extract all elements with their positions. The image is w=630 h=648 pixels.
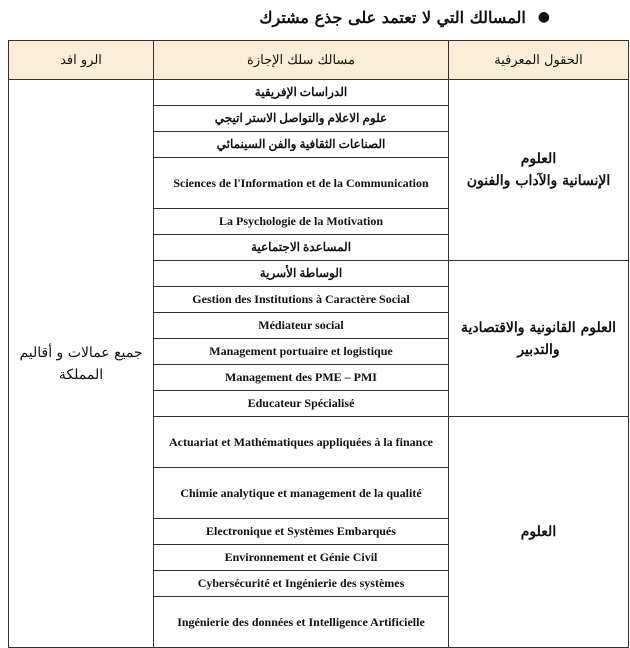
track-item: Chimie analytique et management de la qualité — [154, 468, 448, 519]
field-law-line2: والتدبير — [517, 341, 560, 358]
header-fields: الحقول المعرفية — [449, 41, 629, 80]
track-item: الدراسات الإفريقية — [154, 80, 448, 106]
table-row — [9, 80, 629, 261]
field-law-line1: العلوم القانونية والاقتصادية — [460, 319, 617, 336]
track-item: Sciences de l'Information et de la Communication — [154, 158, 448, 209]
bullet-icon: ● — [537, 9, 550, 25]
track-item: Educateur Spécialisé — [247, 396, 355, 410]
header-regions: الرو افد — [9, 41, 154, 80]
regions-cell: جميع عمالات و أقاليم المملكة — [9, 80, 154, 648]
field-sciences — [449, 417, 629, 648]
track-item: La Psychologie de la Motivation — [154, 209, 448, 235]
track-item: الصناعات الثقافية والفن السينمائي — [154, 132, 448, 158]
track-item: Gestion des Institutions à Caractère Social — [154, 287, 448, 313]
track-item: الوساطة الأسرية — [154, 261, 448, 287]
tracks-table — [8, 40, 629, 648]
track-item: علوم الاعلام والتواصل الاستر اتيجي — [154, 106, 448, 132]
track-item: Environnement et Génie Civil — [154, 545, 448, 571]
section-heading — [259, 2, 550, 32]
tracks-group-sciences — [154, 417, 449, 648]
header-tracks: مسالك سلك الإجازة — [154, 41, 449, 80]
track-item: Management des PME – PMI — [154, 365, 448, 391]
track-item: Management portuaire et logistique — [154, 339, 448, 365]
track-item: Cybersécurité et Ingénierie des systèmes — [154, 571, 448, 597]
tracks-group-humanities — [154, 80, 449, 261]
field-sciences-line1: العلوم — [520, 524, 557, 540]
field-humanities-line2: الإنسانية والآداب والفنون — [466, 173, 611, 189]
track-item: Electronique et Systèmes Embarqués — [154, 519, 448, 545]
heading-text: المسالك التي لا تعتمد على جذع مشترك — [259, 7, 526, 27]
track-item: المساعدة الاجتماعية — [250, 240, 352, 254]
field-humanities — [449, 80, 629, 261]
tracks-group-law-economics — [154, 261, 449, 417]
track-item: Médiateur social — [154, 313, 448, 339]
track-item: Actuariat et Mathématiques appliquées à la finance — [154, 417, 448, 468]
field-law-economics — [449, 261, 629, 417]
field-humanities-line1: العلوم — [520, 151, 557, 167]
track-item: Ingénierie des données et Intelligence Artificielle — [177, 614, 425, 629]
table-header-row — [9, 41, 629, 80]
